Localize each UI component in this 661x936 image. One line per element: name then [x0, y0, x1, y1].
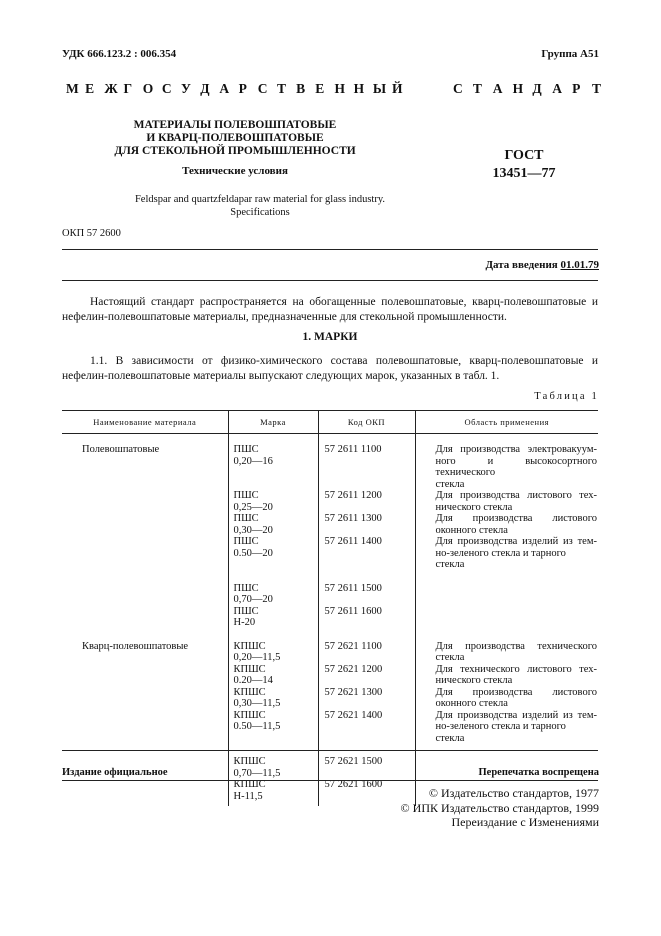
mark-line: 0.50—20 — [233, 547, 273, 559]
cell-okp-code: 57 2621 1500 — [318, 744, 415, 779]
table-header-row — [62, 411, 598, 434]
usage-line: оконного стекла — [435, 524, 508, 536]
cell-usage — [415, 664, 598, 687]
cell-mark — [228, 513, 318, 536]
mark-line: 0,30—20 — [233, 524, 273, 536]
cell-mark — [228, 687, 318, 710]
table-row — [62, 629, 598, 664]
english-title-line-2: Specifications — [230, 207, 290, 218]
table-bottom-rule — [62, 750, 598, 751]
cell-mark — [228, 629, 318, 664]
section-1-paragraph: 1.1. В зависимости от физико-химического состава полевошпатовые, кварц-полевошпатовые и нефелин-полевошпатовые материалы выпускают следующих марок, указанных в табл. 1. — [62, 355, 598, 382]
usage-line: ного и высокосортного технического — [435, 455, 597, 478]
cell-mark — [228, 536, 318, 571]
interstate-letter: С — [161, 81, 172, 96]
interstate-standard-heading — [0, 81, 661, 97]
usage-line: стекла — [435, 652, 465, 663]
mark-line: Н-20 — [233, 617, 256, 628]
interstate-letter: О — [142, 81, 154, 96]
table-row — [62, 434, 598, 491]
column-header-material: Наименование материала — [62, 411, 228, 434]
column-header-mark: Марка — [228, 411, 318, 434]
cell-usage — [415, 629, 598, 664]
interstate-letter: Р — [238, 81, 247, 96]
mark-line: КПШС — [233, 640, 266, 652]
gost-label: ГОСТ — [504, 148, 544, 163]
cell-mark — [228, 571, 318, 606]
date-rule — [62, 280, 598, 281]
usage-line: Для производства листового тех- — [435, 490, 597, 501]
mark-line: КПШС — [233, 779, 266, 790]
table-row — [62, 571, 598, 606]
intro-paragraph: Настоящий стандарт распространяется на обогащенные полевошпатовые, кварц-полевошпатовые и нефелин-полевошпатовые материалы, предназначенные для стекольной промышленности. — [62, 296, 598, 323]
mark-line: КПШС — [233, 709, 266, 721]
table-row — [62, 687, 598, 710]
section-1-heading: 1. МАРКИ — [302, 331, 358, 343]
cell-okp-code: 57 2611 1600 — [318, 606, 415, 629]
intro-date-value: 01.01.79 — [560, 259, 599, 271]
table-row — [62, 490, 598, 513]
usage-line: Для производства изделий из тем- — [435, 709, 597, 721]
table-row — [62, 710, 598, 745]
cell-mark — [228, 664, 318, 687]
cell-usage — [415, 434, 598, 491]
interstate-letter: Т — [592, 81, 602, 96]
mark-line: КПШС — [233, 663, 266, 675]
cell-material — [62, 536, 228, 571]
cell-material — [62, 571, 228, 606]
interstate-letter: Е — [315, 81, 325, 96]
cell-okp-code: 57 2621 1600 — [318, 779, 415, 802]
okp-code: ОКП 57 2600 — [62, 228, 121, 239]
interstate-letter: А — [552, 81, 563, 96]
interstate-letter: Д — [200, 81, 210, 96]
cell-material — [62, 490, 228, 513]
intro-date-label: Дата введения — [485, 259, 558, 271]
mark-line: ПШС — [233, 444, 259, 455]
mark-line: 0,30—11,5 — [233, 698, 281, 709]
mark-line: 0.20—14 — [233, 675, 273, 686]
usage-line: но-зеленого стекла и тарного стекла — [435, 721, 566, 744]
interstate-letter: Т — [472, 81, 482, 96]
table-row — [62, 606, 598, 629]
cell-material — [62, 606, 228, 629]
interstate-letter: С — [257, 81, 268, 96]
cell-mark — [228, 710, 318, 745]
interstate-letter: Р — [572, 81, 581, 96]
table-1 — [62, 410, 598, 806]
cell-usage — [415, 536, 598, 571]
interstate-letter: Д — [532, 81, 542, 96]
usage-line: нического стекла — [435, 675, 513, 686]
table-caption: Таблица 1 — [534, 391, 599, 402]
interstate-letter: В — [296, 81, 306, 96]
interstate-letter: М — [66, 81, 79, 96]
interstate-letter: Н — [353, 81, 365, 96]
cell-material: Кварц-полевошпатовые — [82, 640, 189, 652]
english-title — [100, 193, 420, 219]
cell-usage — [415, 687, 598, 710]
document-subtitle: Технические условия — [182, 165, 288, 177]
mark-line: ПШС — [233, 490, 259, 501]
mark-line: 0,20—16 — [233, 455, 273, 467]
cell-usage — [415, 571, 598, 606]
usage-line: Для производства листового — [435, 513, 597, 524]
mark-line: КПШС — [233, 756, 266, 767]
cell-okp-code: 57 2621 1400 — [318, 710, 415, 745]
mark-line: 0,25—20 — [233, 501, 273, 513]
interstate-letter: Н — [334, 81, 345, 96]
cell-usage — [415, 606, 598, 629]
cell-mark — [228, 779, 318, 802]
cell-material — [62, 513, 228, 536]
cell-okp-code: 57 2621 1100 — [318, 629, 415, 664]
gost-number-block — [474, 147, 574, 183]
title-line-2: И КВАРЦ-ПОЛЕВОШПАТОВЫЕ — [146, 132, 324, 144]
table-row — [62, 664, 598, 687]
cell-okp-code: 57 2611 1300 — [318, 513, 415, 536]
usage-line: Для производства изделий из тем- — [435, 536, 597, 547]
table-row — [62, 513, 598, 536]
usage-line: Для производства листового — [435, 686, 597, 698]
mark-line: КПШС — [233, 686, 266, 698]
cell-mark — [228, 490, 318, 513]
cell-okp-code: 57 2611 1200 — [318, 490, 415, 513]
mark-line: ПШС — [233, 582, 259, 594]
english-title-line-1: Feldspar and quartzfeldapar raw material for glass industry. — [134, 194, 386, 205]
mark-line: ПШС — [233, 513, 259, 524]
cell-material — [62, 687, 228, 710]
column-header-usage: Область применения — [415, 411, 598, 434]
usage-line: Для производства технического — [435, 640, 597, 652]
usage-line: оконного стекла — [435, 698, 508, 709]
title-line-3: ДЛЯ СТЕКОЛЬНОЙ ПРОМЫШЛЕННОСТИ — [114, 145, 356, 157]
usage-line: Для технического листового тех- — [435, 663, 597, 675]
cell-mark — [228, 434, 318, 491]
interstate-letter: Е — [85, 81, 95, 96]
interstate-letter: Г — [123, 81, 133, 96]
mark-line: 0,70—20 — [233, 594, 273, 605]
cell-material: Полевошпатовые — [82, 444, 160, 455]
cell-usage — [415, 490, 598, 513]
title-line-1: МАТЕРИАЛЫ ПОЛЕВОШПАТОВЫЕ — [133, 119, 337, 131]
mark-line: ПШС — [233, 536, 259, 547]
copyright-1977: © Издательство стандартов, 1977 — [428, 786, 599, 800]
official-edition: Издание официальное — [62, 767, 168, 778]
mark-line: 0,20—11,5 — [233, 652, 281, 663]
copyright-block — [401, 786, 599, 830]
interstate-letter: Т — [276, 81, 286, 96]
interstate-letter: Й — [392, 81, 403, 96]
spacer-cell — [62, 802, 228, 806]
cell-usage — [415, 710, 598, 745]
interstate-letter: А — [492, 81, 503, 96]
cell-material — [62, 710, 228, 745]
interstate-letter: Ы — [372, 81, 387, 96]
cell-okp-code: 57 2611 1100 — [318, 434, 415, 491]
group-code: Группа А51 — [541, 48, 599, 60]
cell-okp-code: 57 2611 1500 — [318, 571, 415, 606]
usage-line: стекла — [435, 478, 465, 490]
mark-line: Н-11,5 — [233, 790, 263, 802]
document-title — [110, 119, 360, 158]
reprint-prohibited: Перепечатка воспрещена — [478, 767, 599, 778]
header-rule — [62, 249, 598, 250]
cell-mark — [228, 606, 318, 629]
spacer-cell — [228, 802, 318, 806]
copyright-1999: © ИПК Издательство стандартов, 1999 — [400, 800, 599, 815]
usage-line: нического стекла — [435, 501, 513, 513]
table-row — [62, 536, 598, 571]
usage-line: но-зеленого стекла и тарного стекла — [435, 547, 566, 570]
interstate-letter: У — [181, 81, 191, 96]
footer-rule — [62, 780, 598, 781]
mark-line: ПШС — [233, 605, 259, 617]
interstate-letter: Ж — [104, 81, 118, 96]
cell-okp-code: 57 2621 1200 — [318, 664, 415, 687]
interstate-letter: Н — [512, 81, 524, 96]
cell-okp-code: 57 2621 1300 — [318, 687, 415, 710]
mark-line: 0.50—11,5 — [233, 721, 281, 732]
cell-material — [62, 779, 228, 802]
cell-usage — [415, 513, 598, 536]
mark-line: 0,70—11,5 — [233, 767, 281, 779]
gost-number: 13451—77 — [492, 166, 556, 181]
cell-okp-code: 57 2611 1400 — [318, 536, 415, 571]
interstate-letter: А — [219, 81, 230, 96]
interstate-letter: С — [453, 81, 463, 96]
udk-code: УДК 666.123.2 : 006.354 — [62, 48, 177, 60]
intro-date — [485, 259, 599, 271]
column-header-code: Код ОКП — [318, 411, 415, 434]
reissue-note: Переиздание с Изменениями — [451, 815, 599, 829]
cell-material — [62, 664, 228, 687]
usage-line: Для производства электровакуум- — [435, 444, 597, 455]
